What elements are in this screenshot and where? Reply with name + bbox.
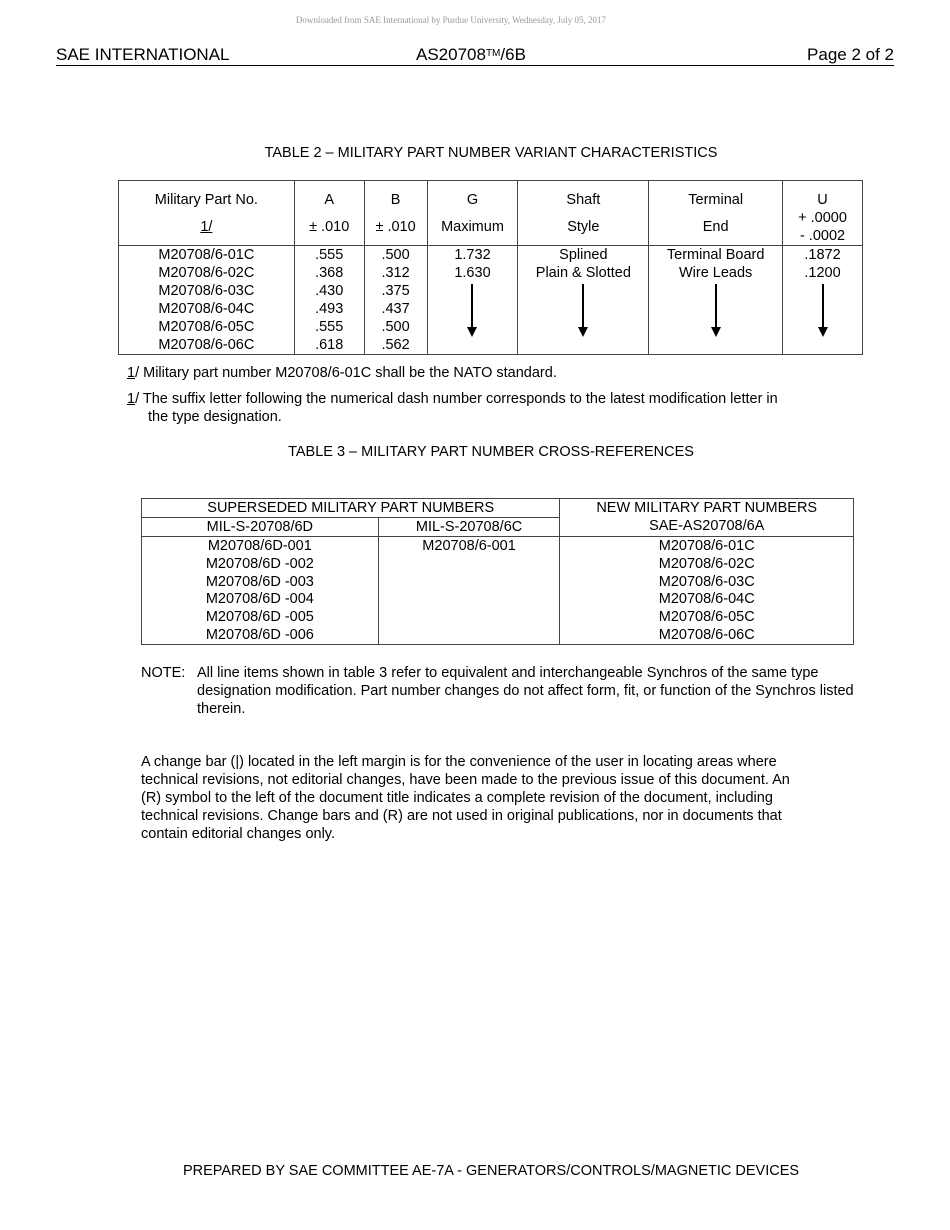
header-u: U + .0000 - .0002: [783, 181, 863, 246]
page-footer: PREPARED BY SAE COMMITTEE AE-7A - GENERATORS/CONTROLS/MAGNETIC DEVICES: [182, 1163, 800, 1179]
part-number: M20708/6-04C: [158, 301, 255, 317]
shaft-style-cell: Splined Plain & Slotted: [518, 246, 649, 355]
table2-header-row: [119, 181, 863, 246]
superseded-6c-cell: M20708/6-001: [378, 537, 560, 645]
part-number: M20708/6-03C: [158, 283, 255, 299]
header-b: B ± .010: [364, 181, 427, 246]
a-value-cell: .555 .368 .430 .493 .555 .618: [294, 246, 364, 355]
new-header: NEW MILITARY PART NUMBERS SAE-AS20708/6A: [560, 499, 854, 537]
header-shaft: Shaft Style: [518, 181, 649, 246]
table2-caption: TABLE 2 – MILITARY PART NUMBER VARIANT CHARACTERISTICS: [264, 145, 718, 161]
u-value-cell: .1872 .1200: [783, 246, 863, 355]
superseded-6d-cell: M20708/6D-001 M20708/6D -002 M20708/6D -003 M20708/6D -004 M20708/6D -005 M20708/6D -006: [142, 537, 379, 645]
download-watermark: Downloaded from SAE International by Purdue University, Wednesday, July 05, 2017: [295, 15, 607, 25]
terminal-end-cell: Terminal Board Wire Leads: [649, 246, 783, 355]
trademark-mark: TM: [485, 48, 501, 59]
note-label: NOTE:: [141, 665, 186, 681]
footnote-1: 1/ Military part number M20708/6-01C shall be the NATO standard.: [127, 365, 557, 381]
footnote-2: 1/ The suffix letter following the numerical dash number corresponds to the latest modification letter in the type designation.: [127, 391, 778, 425]
g-value-cell: 1.732 1.630: [427, 246, 518, 355]
header-a: A ± .010: [294, 181, 364, 246]
table3-body-row: [142, 537, 854, 645]
header-terminal: Terminal End: [649, 181, 783, 246]
down-arrow-icon: [578, 284, 588, 338]
variant-characteristics-table: [118, 180, 863, 355]
col-header-6d: MIL-S-20708/6D: [142, 518, 379, 537]
superseded-header: SUPERSEDED MILITARY PART NUMBERS: [142, 499, 560, 518]
cross-reference-table: [141, 498, 854, 645]
header-part-no: Military Part No. 1/: [119, 181, 295, 246]
page-header: [56, 45, 894, 66]
document-number: AS20708™/6B: [416, 45, 526, 64]
table3-header-row: [142, 499, 854, 518]
part-number: M20708/6-05C: [158, 319, 255, 335]
col-header-6c: MIL-S-20708/6C: [378, 518, 560, 537]
down-arrow-icon: [711, 284, 721, 338]
down-arrow-icon: [818, 284, 828, 338]
part-number: M20708/6-06C: [158, 337, 255, 353]
header-g: G Maximum: [427, 181, 518, 246]
down-arrow-icon: [467, 284, 477, 338]
part-number-cell: [119, 246, 295, 355]
table3-caption: TABLE 3 – MILITARY PART NUMBER CROSS-REFERENCES: [288, 444, 694, 460]
page-number: Page 2 of 2: [807, 45, 894, 64]
change-bar-paragraph: A change bar (|) located in the left margin is for the convenience of the user in locating areas where technical revisions, not editorial changes, have been made to the previous issue of this document. An (R) symbol to the left of the document title indicates a complete revision of the document, including technical revisions. Change bars and (R) are not used in original publications, nor in documents that contain editorial changes only.: [141, 754, 790, 842]
publisher-name: SAE INTERNATIONAL: [56, 45, 230, 64]
new-part-number-cell: M20708/6-01C M20708/6-02C M20708/6-03C M20708/6-04C M20708/6-05C M20708/6-06C: [560, 537, 854, 645]
part-number: M20708/6-01C: [158, 247, 255, 263]
part-number: M20708/6-02C: [158, 265, 255, 281]
b-value-cell: .500 .312 .375 .437 .500 .562: [364, 246, 427, 355]
note-block: NOTE: All line items shown in table 3 refer to equivalent and interchangeable Synchros of the same type designation modification. Part number changes do not affect form, fit, or function of the Synchros listed therein.: [141, 665, 854, 717]
table2-body-row: [119, 246, 863, 355]
